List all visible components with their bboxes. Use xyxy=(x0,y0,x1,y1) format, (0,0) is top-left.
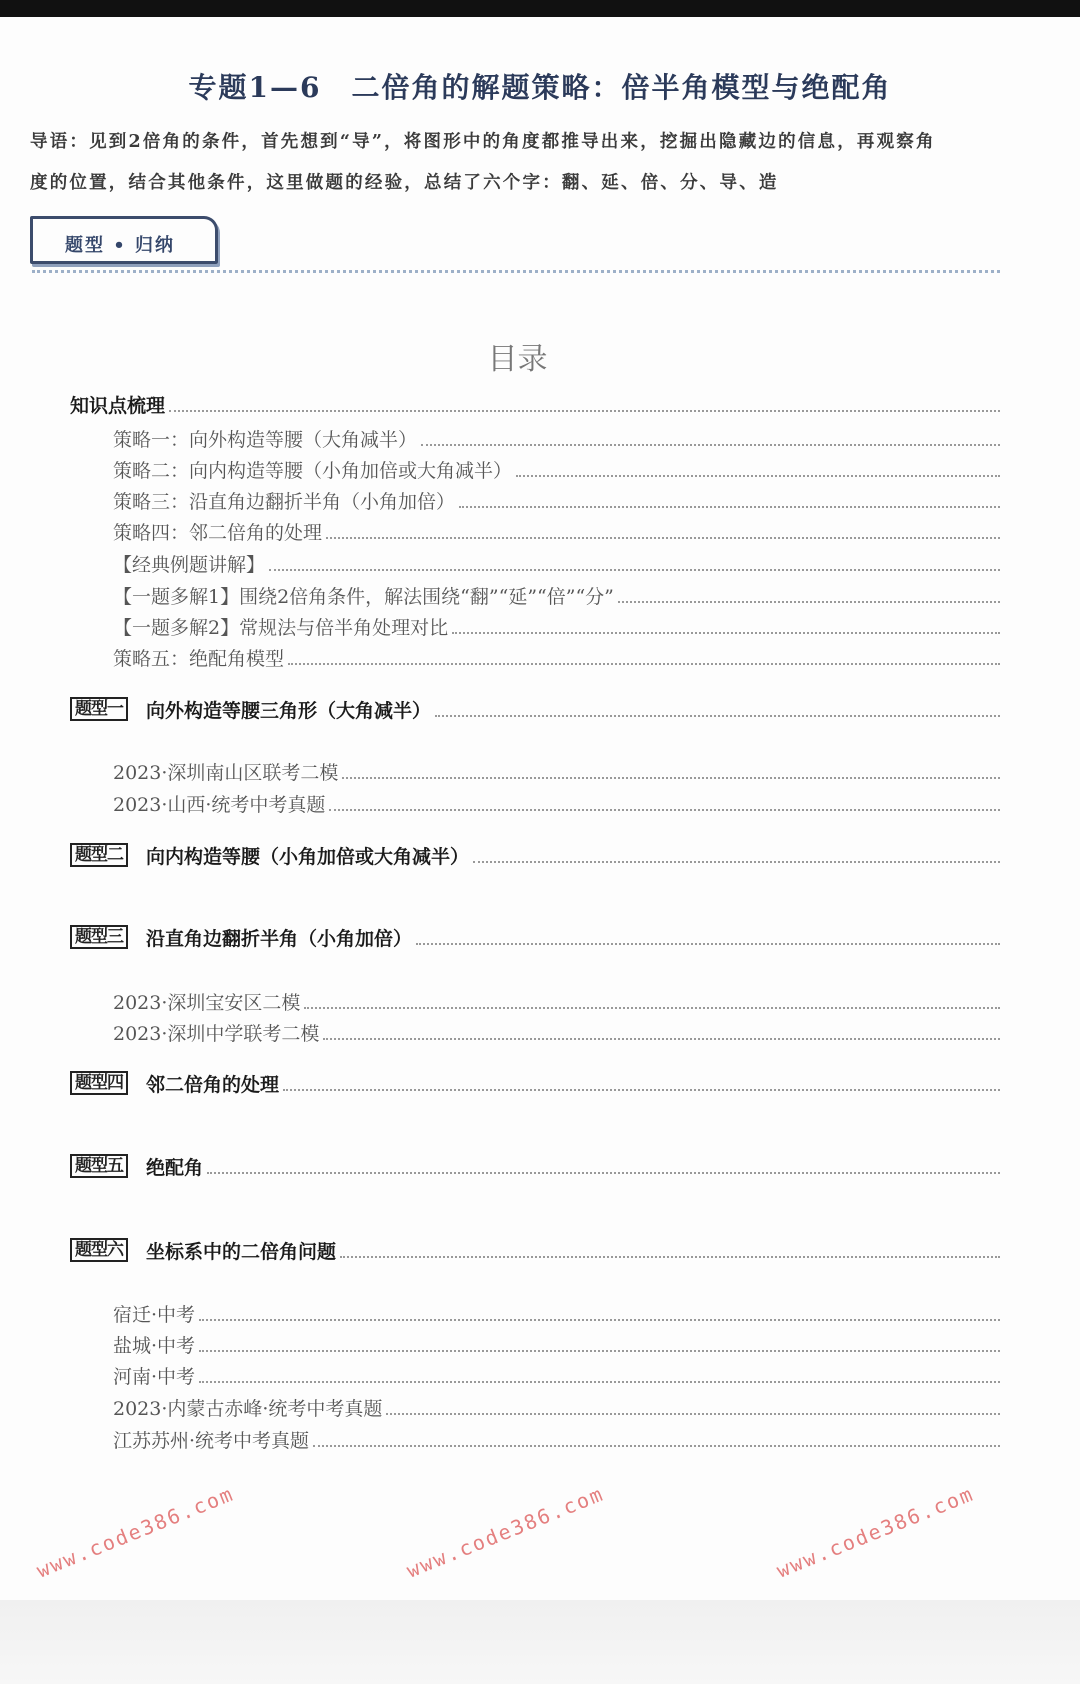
toc-leader-dots xyxy=(516,475,1000,477)
toc-type-label: 题型一 xyxy=(70,697,128,721)
watermark: www.code386.com xyxy=(403,1481,608,1583)
intro-line-2: 度的位置，结合其他条件，这里做题的经验，总结了六个字：翻、延、倍、分、导、造 xyxy=(30,173,779,193)
toc-entry[interactable] xyxy=(113,424,1000,452)
toc-entry-text: 策略一：向外构造等腰（大角减半） xyxy=(113,429,418,451)
toc-entry-text: 向内构造等腰（小角加倍或大角减半） xyxy=(146,846,470,868)
watermark: www.code386.com xyxy=(33,1481,238,1583)
toc-title: 目录 xyxy=(487,342,548,377)
toc-entry[interactable] xyxy=(113,643,1000,671)
toc-leader-dots xyxy=(421,444,1000,446)
toc-leader-dots xyxy=(416,943,1000,945)
toc-entry[interactable] xyxy=(113,757,1000,785)
toc-entry-text: 【一题多解1】围绕2倍角条件，解法围绕“翻”“延”“倍”“分” xyxy=(113,586,614,608)
toc-leader-dots xyxy=(618,601,1000,603)
section-label: 题型 • 归纳 xyxy=(65,235,176,256)
toc-leader-dots xyxy=(323,1038,1000,1040)
toc-type-label: 题型六 xyxy=(70,1238,128,1262)
toc-entry-text: 向外构造等腰三角形（大角减半） xyxy=(146,700,432,722)
toc-entry[interactable] xyxy=(113,517,1000,545)
toc-leader-dots xyxy=(169,410,1000,412)
toc-leader-dots xyxy=(342,777,1000,779)
toc-entry[interactable] xyxy=(113,612,1000,640)
toc-entry[interactable] xyxy=(113,1361,1000,1389)
top-bar xyxy=(0,0,1080,17)
toc-entry-text: 2023·深圳中学联考二模 xyxy=(113,1023,320,1045)
toc-entry[interactable] xyxy=(113,455,1000,483)
toc-leader-dots xyxy=(386,1413,1000,1415)
toc-entry-text: 坐标系中的二倍角问题 xyxy=(146,1241,337,1263)
toc-leader-dots xyxy=(340,1256,1000,1258)
toc-leader-dots xyxy=(435,715,1000,717)
document-title: 专题1—6 二倍角的解题策略：倍半角模型与绝配角 xyxy=(188,71,892,104)
toc-entry-text: 【一题多解2】常规法与倍半角处理对比 xyxy=(113,617,449,639)
toc-leader-dots xyxy=(329,809,1000,811)
toc-leader-dots xyxy=(199,1319,1000,1321)
intro-line-1: 导语：见到2倍角的条件，首先想到“导”，将图形中的角度都推导出来，挖掘出隐藏边的信息，再观察角 xyxy=(30,132,936,152)
toc-leader-dots xyxy=(313,1445,1000,1447)
toc-leader-dots xyxy=(199,1381,1000,1383)
toc-entry[interactable] xyxy=(113,1299,1000,1327)
toc-leader-dots xyxy=(459,506,1000,508)
toc-entry[interactable] xyxy=(113,549,1000,577)
dotted-divider xyxy=(32,270,1000,273)
toc-leader-dots xyxy=(269,569,1000,571)
toc-entry[interactable] xyxy=(113,789,1000,817)
toc-entry[interactable] xyxy=(70,1069,1000,1097)
toc-entry-text: 策略二：向内构造等腰（小角加倍或大角减半） xyxy=(113,460,513,482)
toc-entry[interactable] xyxy=(70,695,1000,723)
toc-type-label: 题型二 xyxy=(70,843,128,867)
watermark: www.code386.com xyxy=(773,1481,978,1583)
toc-type-label: 题型三 xyxy=(70,925,128,949)
toc-entry-text: 2023·山西·统考中考真题 xyxy=(113,794,326,816)
toc-entry-text: 邻二倍角的处理 xyxy=(146,1074,280,1096)
toc-leader-dots xyxy=(283,1089,1000,1091)
toc-leader-dots xyxy=(326,537,1000,539)
toc-leader-dots xyxy=(452,632,1000,634)
toc-entry-text: 河南·中考 xyxy=(113,1366,196,1388)
toc-entry-text: 沿直角边翻折半角（小角加倍） xyxy=(146,928,413,950)
toc-entry[interactable] xyxy=(113,486,1000,514)
toc-leader-dots xyxy=(288,663,1000,665)
toc-leader-dots xyxy=(207,1172,1000,1174)
toc-entry[interactable] xyxy=(113,581,1000,609)
toc-entry[interactable] xyxy=(70,1152,1000,1180)
section-label-box xyxy=(30,216,218,264)
toc-entry[interactable] xyxy=(113,1330,1000,1358)
toc-leader-dots xyxy=(304,1007,1000,1009)
toc-type-label: 题型五 xyxy=(70,1154,128,1178)
toc-entry[interactable] xyxy=(70,923,1000,951)
toc-entry-text: 2023·深圳南山区联考二模 xyxy=(113,762,339,784)
toc-entry-text: 盐城·中考 xyxy=(113,1335,196,1357)
toc-leader-dots xyxy=(473,861,1000,863)
toc-entry-text: 2023·内蒙古赤峰·统考中考真题 xyxy=(113,1398,383,1420)
toc-entry[interactable] xyxy=(70,841,1000,869)
toc-entry-text: 策略五：绝配角模型 xyxy=(113,648,285,670)
toc-entry-text: 绝配角 xyxy=(146,1157,204,1179)
toc-entry[interactable] xyxy=(113,1425,1000,1453)
toc-entry-text: 策略三：沿直角边翻折半角（小角加倍） xyxy=(113,491,456,513)
toc-entry-text: 知识点梳理 xyxy=(70,395,166,417)
page-bottom-edge xyxy=(0,1600,1080,1684)
toc-entry-text: 宿迁·中考 xyxy=(113,1304,196,1326)
toc-leader-dots xyxy=(199,1350,1000,1352)
toc-entry[interactable] xyxy=(70,1236,1000,1264)
toc-entry-text: 2023·深圳宝安区二模 xyxy=(113,992,301,1014)
toc-entry[interactable] xyxy=(70,390,1000,418)
toc-entry[interactable] xyxy=(113,1018,1000,1046)
toc-entry-text: 江苏苏州·统考中考真题 xyxy=(113,1430,310,1452)
toc-entry[interactable] xyxy=(113,1393,1000,1421)
toc-type-label: 题型四 xyxy=(70,1071,128,1095)
toc-entry[interactable] xyxy=(113,987,1000,1015)
toc-entry-text: 【经典例题讲解】 xyxy=(113,554,266,576)
toc-entry-text: 策略四：邻二倍角的处理 xyxy=(113,522,323,544)
